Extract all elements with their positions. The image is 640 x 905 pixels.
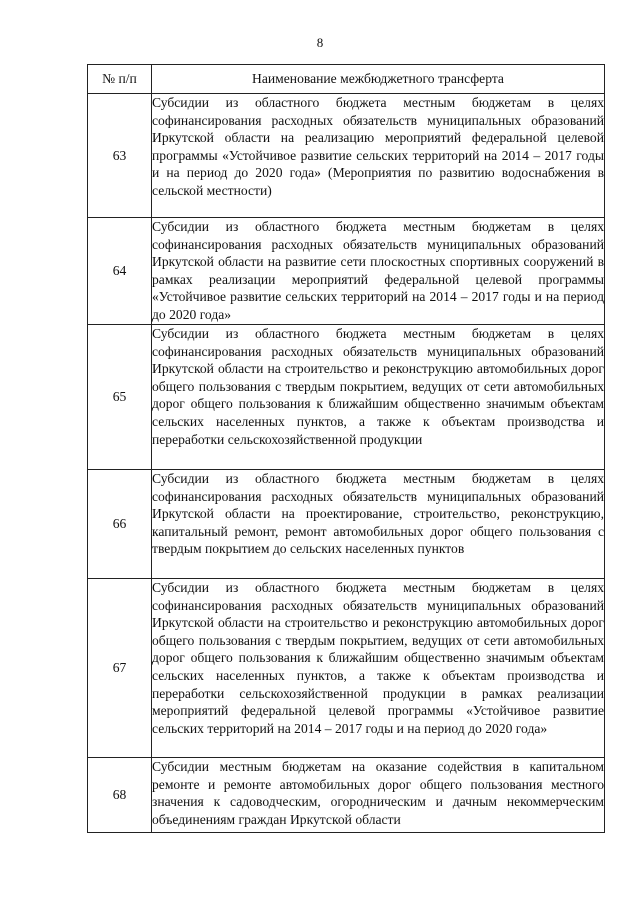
transfer-name: Субсидии из областного бюджета местным бюджетам в целях софинансирования расходных обязательств муниципальных образований Иркутской области на проектирование, строительство, реконструкцию, капитальный ремонт, ремонт автомобильных дорог общего пользования с твердым покрытием до сельских населенных пунктов — [152, 470, 605, 579]
transfer-name: Субсидии из областного бюджета местным бюджетам в целях софинансирования расходных обязательств муниципальных образований Иркутской области на строительство и реконструкцию автомобильных дорог общего пользования с твердым покрытием, ведущих от сети автомобильных дорог общего пользования к ближайшим общественно значимым объектам сельских населенных пунктов, а также к объектам производства и переработки сельскохозяйственной продукции — [152, 325, 605, 470]
row-number: 65 — [88, 325, 152, 470]
row-number: 67 — [88, 579, 152, 758]
row-number: 66 — [88, 470, 152, 579]
row-number: 64 — [88, 218, 152, 325]
table-row — [88, 218, 605, 325]
transfer-name: Субсидии из областного бюджета местным бюджетам в целях софинансирования расходных обязательств муниципальных образований Иркутской области на строительство и реконструкцию автомобильных дорог общего пользования с твердым покрытием, ведущих от сети автомобильных дорог общего пользования к ближайшим общественно значимым объектам сельских населенных пунктов, а также к объектам производства и переработки сельскохозяйственной продукции в рамках реализации мероприятий федеральной целевой программы «Устойчивое развитие сельских территорий на 2014 – 2017 годы и на период до 2020 года» — [152, 579, 605, 758]
table-row — [88, 94, 605, 218]
header-name: Наименование межбюджетного трансферта — [152, 65, 605, 94]
header-number: № п/п — [88, 65, 152, 94]
transfer-name: Субсидии местным бюджетам на оказание содействия в капитальном ремонте и ремонте автомобильных дорог общего пользования местного значения к садоводческим, огородническим и дачным некоммерческим объединениям граждан Иркутской области — [152, 758, 605, 833]
table-header-row — [88, 65, 605, 94]
table-row — [88, 325, 605, 470]
transfer-name: Субсидии из областного бюджета местным бюджетам в целях софинансирования расходных обязательств муниципальных образований Иркутской области на развитие сети плоскостных спортивных сооружений в рамках реализации мероприятий федеральной целевой программы «Устойчивое развитие сельских территорий на 2014 – 2017 годы и на период до 2020 года» — [152, 218, 605, 325]
table-row — [88, 758, 605, 833]
transfers-table — [87, 64, 605, 833]
row-number: 63 — [88, 94, 152, 218]
table-row — [88, 579, 605, 758]
page-number: 8 — [316, 35, 324, 50]
row-number: 68 — [88, 758, 152, 833]
transfer-name: Субсидии из областного бюджета местным бюджетам в целях софинансирования расходных обязательств муниципальных образований Иркутской области на реализацию мероприятий федеральной целевой программы «Устойчивое развитие сельских территорий на 2014 – 2017 годы и на период до 2020 года» (Мероприятия по развитию водоснабжения в сельской местности) — [152, 94, 605, 218]
table-row — [88, 470, 605, 579]
